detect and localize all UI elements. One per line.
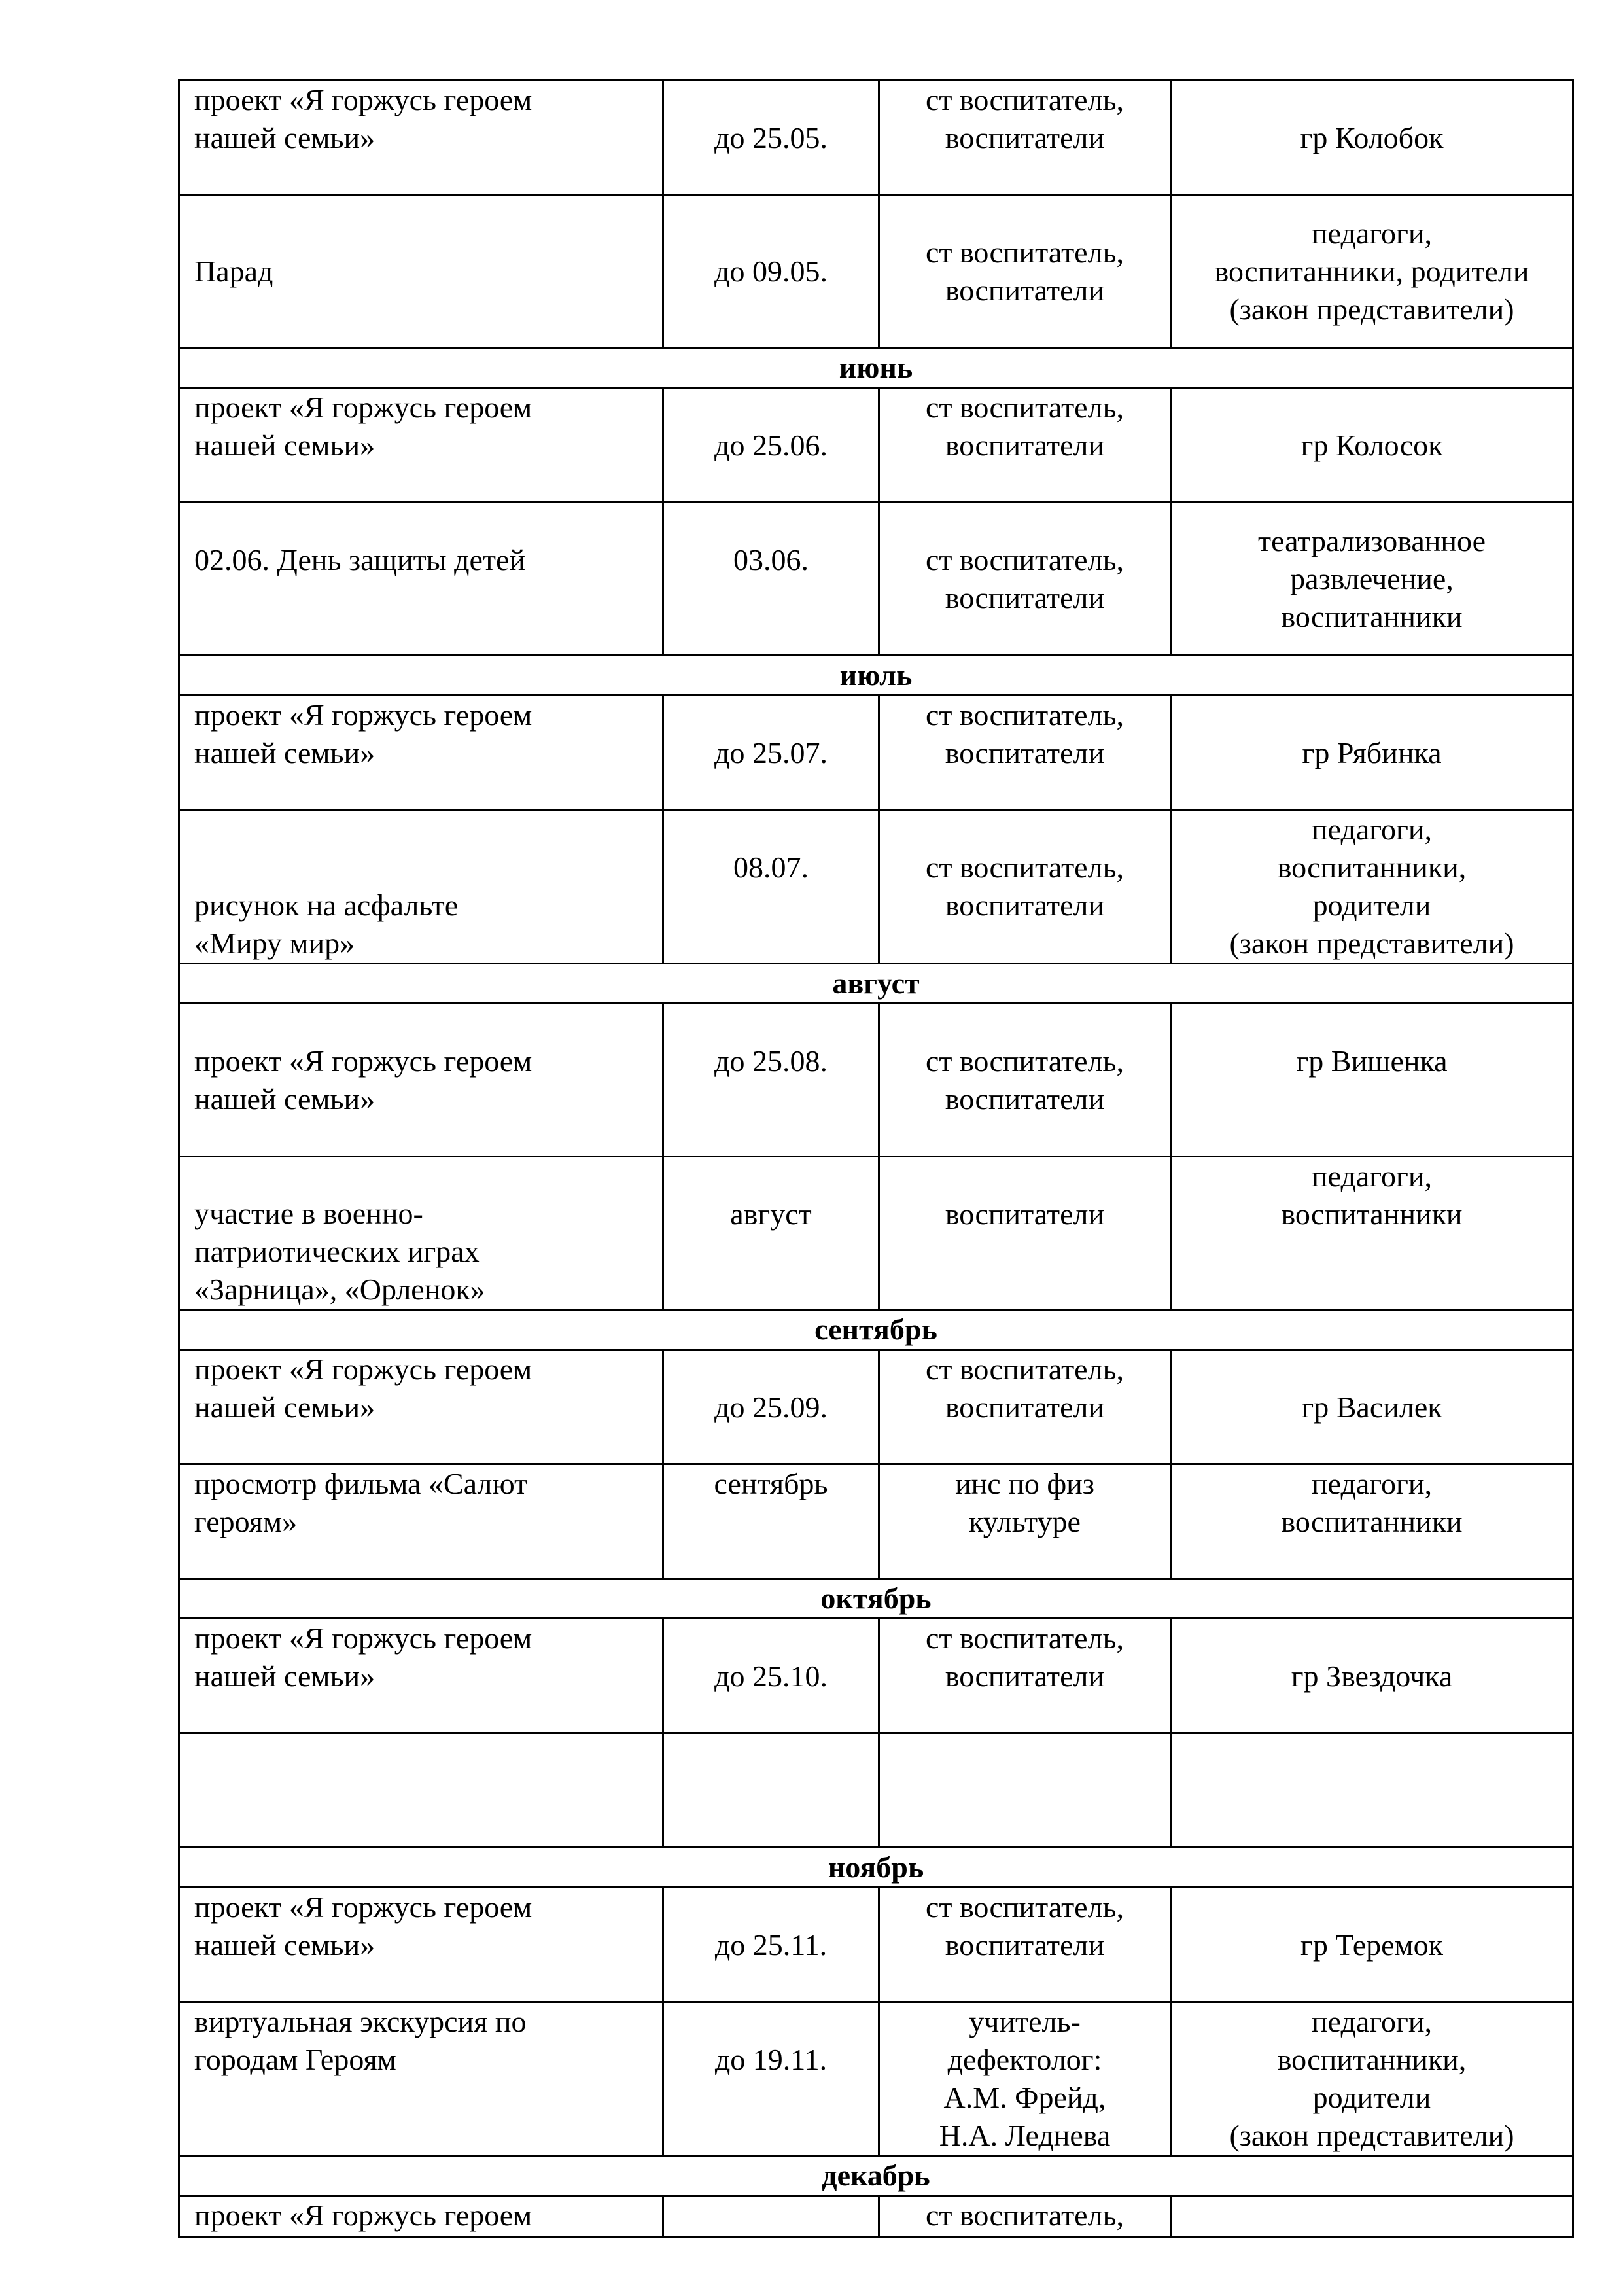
event-name-line: Парад bbox=[194, 254, 273, 288]
event-name-line: проект «Я горжусь героем bbox=[194, 83, 532, 116]
responsible-cell bbox=[879, 1888, 1171, 2002]
responsible-line: культуре bbox=[969, 1505, 1081, 1538]
participants-cell bbox=[1171, 195, 1573, 348]
participants-cell bbox=[1171, 503, 1573, 656]
responsible-line: воспитатели bbox=[945, 273, 1105, 307]
responsible-cell bbox=[879, 80, 1171, 195]
responsible-line: воспитатели bbox=[945, 429, 1105, 462]
event-plan-table bbox=[178, 79, 1574, 2238]
participants-line: педагоги, bbox=[1312, 216, 1432, 250]
event-date: 03.06. bbox=[733, 543, 809, 576]
event-name-line: проект «Я горжусь героем bbox=[194, 698, 532, 732]
event-date: до 25.08. bbox=[714, 1044, 828, 1078]
participants-cell bbox=[1171, 80, 1573, 195]
participants-cell bbox=[1171, 1004, 1573, 1157]
event-name-cell bbox=[179, 80, 663, 195]
table-row bbox=[179, 2002, 1573, 2156]
participants-line: гр Звездочка bbox=[1291, 1659, 1453, 1693]
event-name-line: 02.06. День защиты детей bbox=[194, 543, 526, 576]
table-row bbox=[179, 810, 1573, 964]
participants-line: воспитанники, bbox=[1277, 851, 1467, 884]
table-row bbox=[179, 1464, 1573, 1579]
responsible-line: дефектолог: bbox=[947, 2043, 1102, 2076]
responsible-line: А.М. Фрейд, bbox=[943, 2081, 1106, 2114]
responsible-line: воспитатели bbox=[945, 1082, 1105, 1116]
event-date-cell bbox=[663, 1004, 879, 1157]
event-name-line: нашей семьи» bbox=[194, 429, 375, 462]
event-date-cell bbox=[663, 1888, 879, 2002]
responsible-cell bbox=[879, 1619, 1171, 1733]
table-row bbox=[179, 195, 1573, 348]
table-row bbox=[179, 1004, 1573, 1157]
participants-cell bbox=[1171, 1350, 1573, 1464]
responsible-line: ст воспитатель, bbox=[925, 235, 1125, 269]
event-date-cell bbox=[663, 388, 879, 503]
responsible-cell bbox=[879, 503, 1171, 656]
table-row bbox=[179, 1157, 1573, 1310]
event-name-line: нашей семьи» bbox=[194, 1928, 375, 1962]
responsible-line: воспитатели bbox=[945, 889, 1105, 922]
event-date-cell bbox=[663, 2002, 879, 2156]
responsible-cell bbox=[879, 1464, 1171, 1579]
responsible-cell bbox=[879, 810, 1171, 964]
participants-line: развлечение, bbox=[1290, 561, 1454, 595]
event-date: до 25.07. bbox=[714, 736, 828, 769]
event-date-cell bbox=[663, 1157, 879, 1310]
event-name-cell bbox=[179, 1157, 663, 1310]
event-date: до 09.05. bbox=[714, 254, 828, 288]
responsible-cell bbox=[879, 1157, 1171, 1310]
responsible-line: ст воспитатель, bbox=[925, 1890, 1125, 1924]
responsible-line: ст воспитатель, bbox=[925, 2199, 1125, 2232]
month-heading: ноябрь bbox=[179, 1848, 1573, 1888]
responsible-line: ст воспитатель, bbox=[925, 851, 1125, 884]
event-name-line: проект «Я горжусь героем bbox=[194, 1621, 532, 1655]
responsible-line: ст воспитатель, bbox=[925, 391, 1125, 424]
participants-line: родители bbox=[1312, 2081, 1431, 2114]
event-date-cell bbox=[663, 1464, 879, 1579]
event-name-line: проект «Я горжусь героем bbox=[194, 1044, 532, 1078]
month-heading: август bbox=[179, 964, 1573, 1004]
event-date-cell bbox=[663, 195, 879, 348]
responsible-line: инс по физ bbox=[955, 1467, 1094, 1500]
plan-page bbox=[178, 79, 1572, 2238]
responsible-line: воспитатели bbox=[945, 1659, 1105, 1693]
month-heading: июнь bbox=[179, 348, 1573, 388]
event-name-line: нашей семьи» bbox=[194, 121, 375, 154]
participants-line: воспитанники bbox=[1281, 1505, 1463, 1538]
responsible-cell bbox=[879, 195, 1171, 348]
event-date-cell bbox=[663, 503, 879, 656]
event-date-cell bbox=[663, 1619, 879, 1733]
event-name-line: рисунок на асфальте bbox=[194, 889, 459, 922]
event-date: до 19.11. bbox=[714, 2043, 828, 2076]
responsible-line: ст воспитатель, bbox=[925, 542, 1125, 576]
event-name-line: нашей семьи» bbox=[194, 1082, 375, 1116]
responsible-line: воспитатели bbox=[945, 736, 1105, 769]
participants-line: гр Колобок bbox=[1300, 121, 1444, 154]
event-date: 08.07. bbox=[733, 851, 809, 884]
participants-line: педагоги, bbox=[1312, 1467, 1432, 1500]
month-row bbox=[179, 964, 1573, 1004]
participants-line: (закон представители) bbox=[1229, 927, 1514, 960]
event-name-line: нашей семьи» bbox=[194, 1659, 375, 1693]
event-name-line: проект «Я горжусь героем bbox=[194, 1890, 532, 1924]
event-name-line: проект «Я горжусь героем bbox=[194, 1352, 532, 1386]
table-row bbox=[179, 388, 1573, 503]
table-row bbox=[179, 1350, 1573, 1464]
table-row bbox=[179, 1733, 1573, 1848]
event-name-line: участие в военно- bbox=[194, 1197, 423, 1230]
event-name-cell bbox=[179, 388, 663, 503]
event-name-cell bbox=[179, 503, 663, 656]
participants-line: гр Вишенка bbox=[1296, 1044, 1448, 1078]
month-row bbox=[179, 2156, 1573, 2196]
participants-cell bbox=[1171, 1464, 1573, 1579]
table-row bbox=[179, 80, 1573, 195]
participants-cell bbox=[1171, 388, 1573, 503]
event-date-cell bbox=[663, 696, 879, 810]
participants-line: (закон представители) bbox=[1229, 2119, 1514, 2152]
responsible-line: воспитатели bbox=[945, 1928, 1105, 1962]
responsible-line: учитель- bbox=[969, 2005, 1081, 2038]
event-date-cell bbox=[663, 810, 879, 964]
event-name-line: проект «Я горжусь героем bbox=[194, 2199, 532, 2232]
month-heading: октябрь bbox=[179, 1579, 1573, 1619]
responsible-line: воспитатели bbox=[945, 1390, 1105, 1424]
event-name-cell bbox=[179, 1619, 663, 1733]
event-name-cell bbox=[179, 2196, 663, 2238]
participants-line: воспитанники bbox=[1281, 599, 1463, 633]
month-heading: сентябрь bbox=[179, 1310, 1573, 1350]
responsible-cell bbox=[879, 2196, 1171, 2238]
event-date: до 25.06. bbox=[714, 429, 828, 462]
event-date: до 25.09. bbox=[714, 1390, 828, 1424]
participants-line: педагоги, bbox=[1312, 2005, 1432, 2038]
event-name-cell bbox=[179, 1004, 663, 1157]
participants-line: театрализованное bbox=[1257, 523, 1486, 557]
event-date: август bbox=[730, 1197, 812, 1231]
table-row bbox=[179, 503, 1573, 656]
event-name-line: виртуальная экскурсия по bbox=[194, 2005, 527, 2038]
month-heading: июль bbox=[179, 656, 1573, 696]
participants-cell bbox=[1171, 1157, 1573, 1310]
event-name-line: патриотических играх bbox=[194, 1235, 480, 1268]
month-row bbox=[179, 1310, 1573, 1350]
participants-cell bbox=[1171, 696, 1573, 810]
participants-cell bbox=[1171, 2002, 1573, 2156]
table-row bbox=[179, 1888, 1573, 2002]
event-date: до 25.10. bbox=[714, 1659, 828, 1693]
participants-cell bbox=[1171, 1733, 1573, 1848]
participants-cell bbox=[1171, 2196, 1573, 2238]
responsible-cell bbox=[879, 1004, 1171, 1157]
event-name-line: «Зарница», «Орленок» bbox=[194, 1273, 485, 1306]
event-name-line: нашей семьи» bbox=[194, 736, 375, 769]
event-name-line: «Миру мир» bbox=[194, 927, 355, 960]
responsible-cell bbox=[879, 1733, 1171, 1848]
event-name-line: проект «Я горжусь героем bbox=[194, 391, 532, 424]
event-name-cell bbox=[179, 1350, 663, 1464]
month-row bbox=[179, 1579, 1573, 1619]
responsible-line: ст воспитатель, bbox=[925, 698, 1125, 732]
event-name-cell bbox=[179, 195, 663, 348]
responsible-line: ст воспитатель, bbox=[925, 1621, 1125, 1655]
responsible-cell bbox=[879, 696, 1171, 810]
participants-line: педагоги, bbox=[1312, 813, 1432, 846]
participants-line: воспитанники, bbox=[1277, 2043, 1467, 2076]
event-name-cell bbox=[179, 2002, 663, 2156]
event-name-line: городам Героям bbox=[194, 2043, 396, 2076]
responsible-cell bbox=[879, 388, 1171, 503]
event-date: до 25.05. bbox=[714, 121, 828, 154]
event-name-cell bbox=[179, 696, 663, 810]
table-row bbox=[179, 1619, 1573, 1733]
event-date-cell bbox=[663, 1350, 879, 1464]
responsible-line: ст воспитатель, bbox=[925, 1044, 1125, 1078]
participants-line: гр Рябинка bbox=[1302, 736, 1442, 769]
event-name-cell bbox=[179, 1464, 663, 1579]
responsible-cell bbox=[879, 1350, 1171, 1464]
responsible-line: воспитатели bbox=[945, 121, 1105, 154]
event-date-cell bbox=[663, 1733, 879, 1848]
participants-line: (закон представители) bbox=[1229, 292, 1514, 326]
month-row bbox=[179, 656, 1573, 696]
event-date-cell bbox=[663, 80, 879, 195]
event-date-cell bbox=[663, 2196, 879, 2238]
participants-cell bbox=[1171, 1619, 1573, 1733]
responsible-line: Н.А. Леднева bbox=[939, 2119, 1111, 2152]
participants-cell bbox=[1171, 1888, 1573, 2002]
event-name-cell bbox=[179, 1733, 663, 1848]
participants-line: гр Теремок bbox=[1300, 1928, 1443, 1962]
event-name-line: нашей семьи» bbox=[194, 1390, 375, 1424]
event-name-line: просмотр фильма «Салют bbox=[194, 1467, 528, 1500]
responsible-line: ст воспитатель, bbox=[925, 1352, 1125, 1386]
participants-line: гр Колосок bbox=[1300, 429, 1443, 462]
participants-line: воспитанники, родители bbox=[1214, 254, 1529, 288]
responsible-line: воспитатели bbox=[945, 1197, 1105, 1231]
month-row bbox=[179, 1848, 1573, 1888]
event-name-cell bbox=[179, 1888, 663, 2002]
participants-line: педагоги, bbox=[1312, 1159, 1432, 1193]
participants-line: родители bbox=[1312, 889, 1431, 922]
event-name-cell bbox=[179, 810, 663, 964]
month-heading: декабрь bbox=[179, 2156, 1573, 2196]
table-row bbox=[179, 696, 1573, 810]
month-row bbox=[179, 348, 1573, 388]
participants-line: воспитанники bbox=[1281, 1197, 1463, 1231]
participants-cell bbox=[1171, 810, 1573, 964]
responsible-line: воспитатели bbox=[945, 580, 1105, 614]
responsible-cell bbox=[879, 2002, 1171, 2156]
responsible-line: ст воспитатель, bbox=[925, 83, 1125, 116]
event-name-line: героям» bbox=[194, 1505, 298, 1538]
event-date: до 25.11. bbox=[714, 1928, 828, 1962]
table-row bbox=[179, 2196, 1573, 2238]
event-date: сентябрь bbox=[714, 1467, 828, 1500]
participants-line: гр Василек bbox=[1301, 1390, 1442, 1424]
